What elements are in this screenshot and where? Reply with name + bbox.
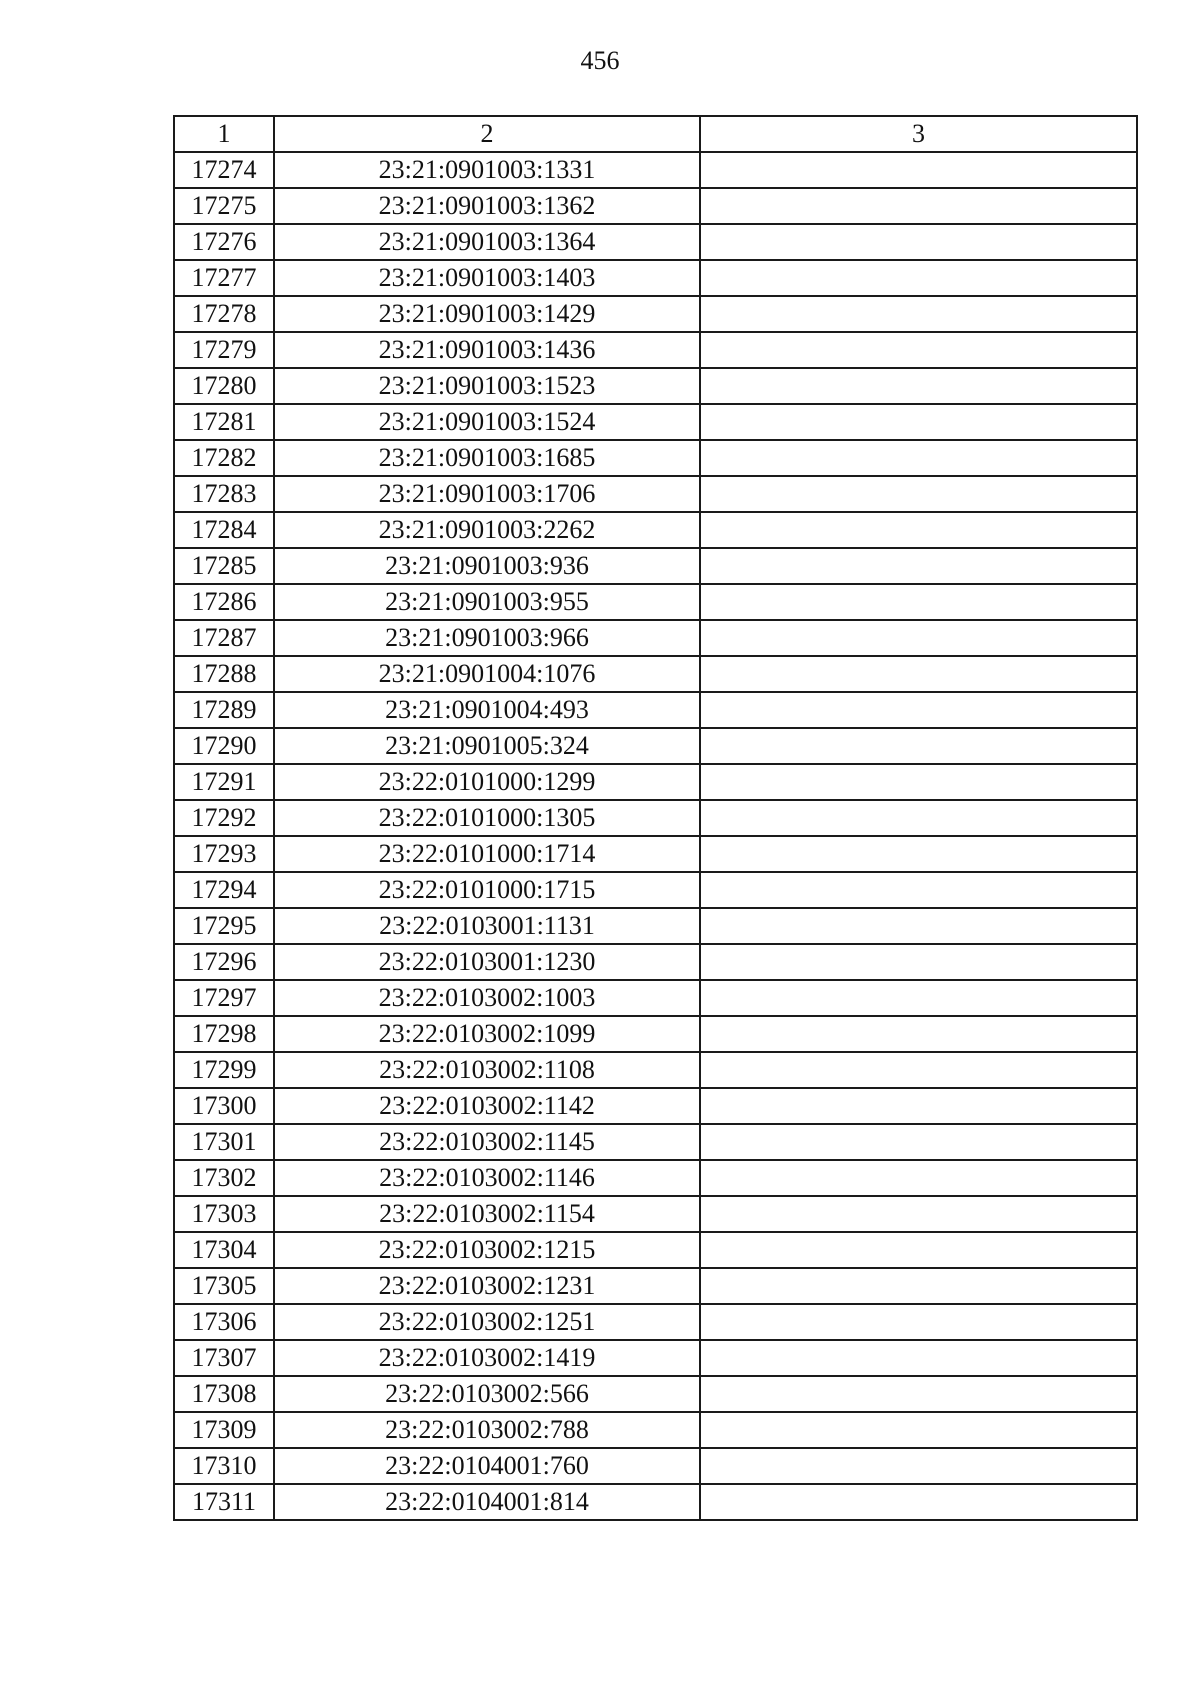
notes-cell [700, 368, 1137, 404]
table-row [174, 764, 1137, 800]
notes-cell [700, 692, 1137, 728]
table-row [174, 512, 1137, 548]
row-number-cell: 17280 [174, 368, 274, 404]
table-row [174, 296, 1137, 332]
notes-cell [700, 1484, 1137, 1520]
notes-cell [700, 1052, 1137, 1088]
cadastral-number-cell: 23:21:0901003:955 [274, 584, 700, 620]
notes-cell [700, 1268, 1137, 1304]
notes-cell [700, 1196, 1137, 1232]
column-header-2: 2 [274, 116, 700, 152]
table-row [174, 404, 1137, 440]
row-number-cell: 17278 [174, 296, 274, 332]
cadastral-number-cell: 23:21:0901004:493 [274, 692, 700, 728]
column-header-3: 3 [700, 116, 1137, 152]
row-number-cell: 17279 [174, 332, 274, 368]
row-number-cell: 17291 [174, 764, 274, 800]
notes-cell [700, 224, 1137, 260]
table-row [174, 368, 1137, 404]
row-number-cell: 17305 [174, 1268, 274, 1304]
row-number-cell: 17275 [174, 188, 274, 224]
cadastral-number-cell: 23:22:0103002:1099 [274, 1016, 700, 1052]
table-row [174, 1160, 1137, 1196]
cadastral-number-cell: 23:22:0103002:566 [274, 1376, 700, 1412]
notes-cell [700, 944, 1137, 980]
row-number-cell: 17298 [174, 1016, 274, 1052]
row-number-cell: 17283 [174, 476, 274, 512]
notes-cell [700, 404, 1137, 440]
table-row [174, 692, 1137, 728]
table-row [174, 944, 1137, 980]
table-row [174, 1484, 1137, 1520]
notes-cell [700, 728, 1137, 764]
table-row [174, 224, 1137, 260]
table-row [174, 152, 1137, 188]
table-row [174, 1448, 1137, 1484]
row-number-cell: 17296 [174, 944, 274, 980]
table-row [174, 188, 1137, 224]
notes-cell [700, 872, 1137, 908]
cadastral-number-cell: 23:21:0901003:1706 [274, 476, 700, 512]
cadastral-number-cell: 23:21:0901003:1524 [274, 404, 700, 440]
table-row [174, 620, 1137, 656]
notes-cell [700, 620, 1137, 656]
cadastral-number-cell: 23:21:0901003:2262 [274, 512, 700, 548]
cadastral-number-cell: 23:22:0103002:1003 [274, 980, 700, 1016]
notes-cell [700, 908, 1137, 944]
cadastral-number-cell: 23:22:0101000:1305 [274, 800, 700, 836]
notes-cell [700, 548, 1137, 584]
row-number-cell: 17306 [174, 1304, 274, 1340]
cadastral-number-cell: 23:21:0901003:1436 [274, 332, 700, 368]
row-number-cell: 17304 [174, 1232, 274, 1268]
table-row [174, 1376, 1137, 1412]
cadastral-number-cell: 23:22:0103002:1251 [274, 1304, 700, 1340]
notes-cell [700, 1232, 1137, 1268]
table-row [174, 1052, 1137, 1088]
table-row [174, 1088, 1137, 1124]
cadastral-number-cell: 23:22:0103002:1146 [274, 1160, 700, 1196]
row-number-cell: 17307 [174, 1340, 274, 1376]
notes-cell [700, 1124, 1137, 1160]
cadastral-number-cell: 23:21:0901005:324 [274, 728, 700, 764]
cadastral-number-cell: 23:22:0101000:1715 [274, 872, 700, 908]
table-row [174, 476, 1137, 512]
row-number-cell: 17288 [174, 656, 274, 692]
row-number-cell: 17274 [174, 152, 274, 188]
notes-cell [700, 1412, 1137, 1448]
table-row [174, 1412, 1137, 1448]
cadastral-number-cell: 23:22:0103001:1230 [274, 944, 700, 980]
cadastral-number-cell: 23:22:0104001:760 [274, 1448, 700, 1484]
row-number-cell: 17281 [174, 404, 274, 440]
row-number-cell: 17290 [174, 728, 274, 764]
notes-cell [700, 296, 1137, 332]
row-number-cell: 17303 [174, 1196, 274, 1232]
row-number-cell: 17301 [174, 1124, 274, 1160]
row-number-cell: 17295 [174, 908, 274, 944]
row-number-cell: 17287 [174, 620, 274, 656]
cadastral-number-cell: 23:21:0901003:1362 [274, 188, 700, 224]
table-row [174, 728, 1137, 764]
row-number-cell: 17292 [174, 800, 274, 836]
cadastral-number-cell: 23:21:0901003:1685 [274, 440, 700, 476]
row-number-cell: 17293 [174, 836, 274, 872]
column-header-1: 1 [174, 116, 274, 152]
notes-cell [700, 1088, 1137, 1124]
notes-cell [700, 1016, 1137, 1052]
notes-cell [700, 1160, 1137, 1196]
table-body [174, 152, 1137, 1520]
notes-cell [700, 476, 1137, 512]
table-row [174, 548, 1137, 584]
table-row [174, 980, 1137, 1016]
cadastral-number-cell: 23:22:0103002:1231 [274, 1268, 700, 1304]
table-row [174, 1016, 1137, 1052]
row-number-cell: 17311 [174, 1484, 274, 1520]
notes-cell [700, 980, 1137, 1016]
table-row [174, 260, 1137, 296]
cadastral-number-cell: 23:21:0901003:1331 [274, 152, 700, 188]
cadastral-number-cell: 23:21:0901003:936 [274, 548, 700, 584]
row-number-cell: 17302 [174, 1160, 274, 1196]
cadastral-number-cell: 23:22:0103002:1108 [274, 1052, 700, 1088]
notes-cell [700, 1448, 1137, 1484]
notes-cell [700, 152, 1137, 188]
cadastral-number-cell: 23:21:0901003:1364 [274, 224, 700, 260]
row-number-cell: 17297 [174, 980, 274, 1016]
table-row [174, 800, 1137, 836]
cadastral-number-cell: 23:22:0103001:1131 [274, 908, 700, 944]
table-row [174, 440, 1137, 476]
table-row [174, 908, 1137, 944]
notes-cell [700, 764, 1137, 800]
notes-cell [700, 1340, 1137, 1376]
table-row [174, 656, 1137, 692]
cadastral-number-cell: 23:22:0101000:1299 [274, 764, 700, 800]
row-number-cell: 17286 [174, 584, 274, 620]
notes-cell [700, 260, 1137, 296]
table-row [174, 1124, 1137, 1160]
cadastral-number-cell: 23:22:0103002:1154 [274, 1196, 700, 1232]
row-number-cell: 17308 [174, 1376, 274, 1412]
row-number-cell: 17282 [174, 440, 274, 476]
cadastral-number-cell: 23:22:0103002:1215 [274, 1232, 700, 1268]
cadastral-number-cell: 23:21:0901003:1429 [274, 296, 700, 332]
notes-cell [700, 332, 1137, 368]
table-row [174, 1268, 1137, 1304]
table-row [174, 332, 1137, 368]
row-number-cell: 17299 [174, 1052, 274, 1088]
registry-table [173, 115, 1138, 1521]
table-row [174, 872, 1137, 908]
cadastral-number-cell: 23:22:0103002:1142 [274, 1088, 700, 1124]
cadastral-number-cell: 23:22:0103002:1419 [274, 1340, 700, 1376]
table-row [174, 1232, 1137, 1268]
cadastral-number-cell: 23:22:0103002:788 [274, 1412, 700, 1448]
row-number-cell: 17309 [174, 1412, 274, 1448]
page-number: 456 [580, 46, 620, 75]
table-row [174, 1340, 1137, 1376]
notes-cell [700, 512, 1137, 548]
notes-cell [700, 1376, 1137, 1412]
row-number-cell: 17294 [174, 872, 274, 908]
row-number-cell: 17289 [174, 692, 274, 728]
row-number-cell: 17310 [174, 1448, 274, 1484]
row-number-cell: 17284 [174, 512, 274, 548]
row-number-cell: 17276 [174, 224, 274, 260]
row-number-cell: 17285 [174, 548, 274, 584]
row-number-cell: 17277 [174, 260, 274, 296]
cadastral-number-cell: 23:22:0103002:1145 [274, 1124, 700, 1160]
notes-cell [700, 836, 1137, 872]
table-row [174, 836, 1137, 872]
cadastral-number-cell: 23:21:0901004:1076 [274, 656, 700, 692]
notes-cell [700, 656, 1137, 692]
notes-cell [700, 440, 1137, 476]
notes-cell [700, 1304, 1137, 1340]
table-row [174, 584, 1137, 620]
notes-cell [700, 188, 1137, 224]
header-row [174, 116, 1137, 152]
cadastral-number-cell: 23:22:0101000:1714 [274, 836, 700, 872]
cadastral-number-cell: 23:21:0901003:1523 [274, 368, 700, 404]
row-number-cell: 17300 [174, 1088, 274, 1124]
cadastral-number-cell: 23:22:0104001:814 [274, 1484, 700, 1520]
cadastral-number-cell: 23:21:0901003:966 [274, 620, 700, 656]
cadastral-number-cell: 23:21:0901003:1403 [274, 260, 700, 296]
table-row [174, 1196, 1137, 1232]
notes-cell [700, 584, 1137, 620]
notes-cell [700, 800, 1137, 836]
table-row [174, 1304, 1137, 1340]
